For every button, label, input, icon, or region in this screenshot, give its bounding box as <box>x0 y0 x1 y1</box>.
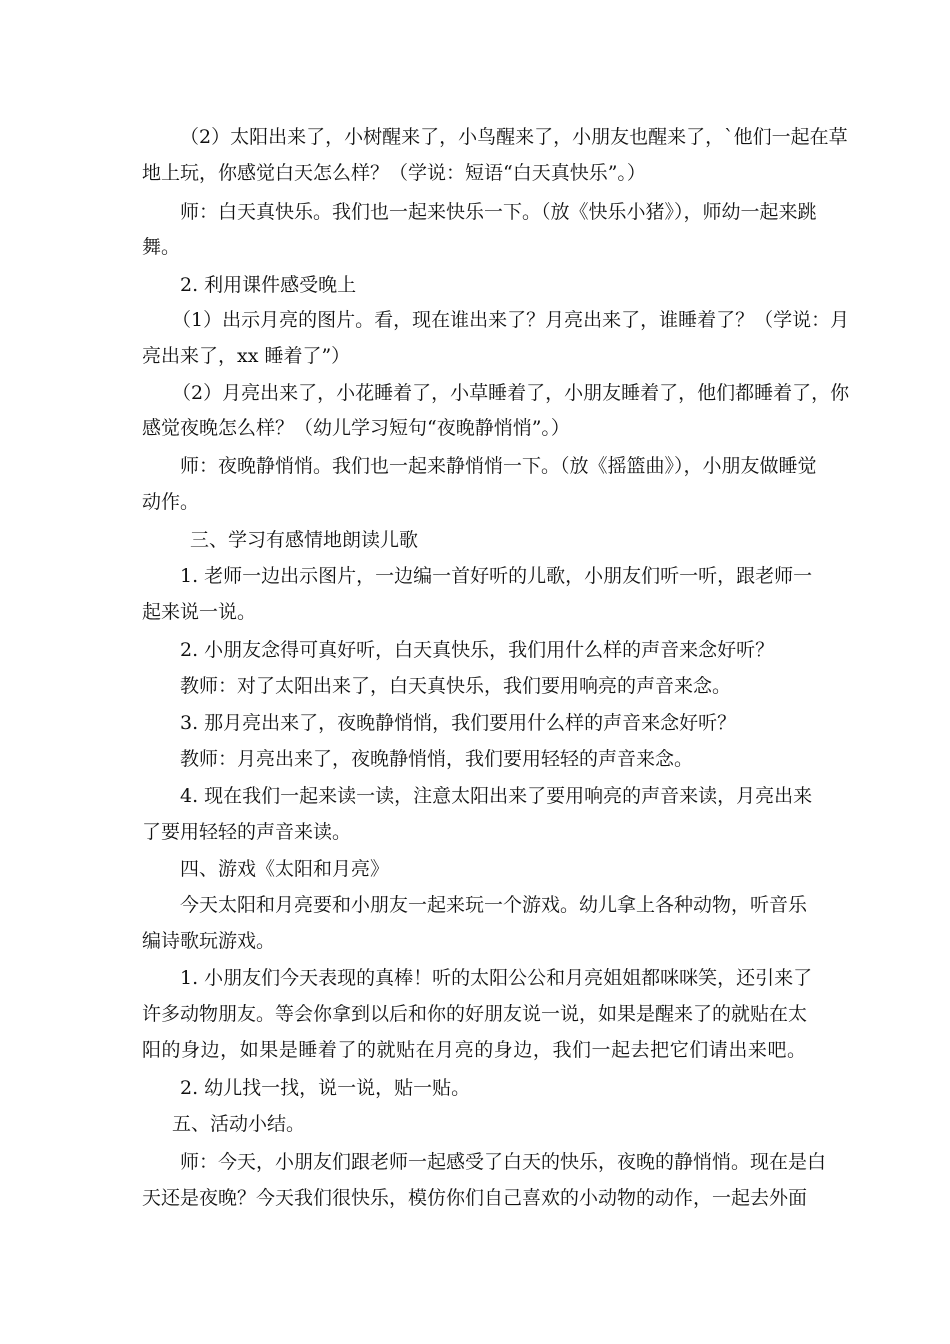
paragraph-line-14: 起来说一说。 <box>142 601 257 623</box>
paragraph-line-23: 编诗歌玩游戏。 <box>142 930 276 952</box>
paragraph-line-3: 师：白天真快乐。我们也一起来快乐一下。（放《快乐小猪》），师幼一起来跳 <box>180 201 817 223</box>
paragraph-line-18: 教师：月亮出来了，夜晚静悄悄，我们要用轻轻的声音来念。 <box>180 748 694 770</box>
paragraph-line-19: 4. 现在我们一起来读一读，注意太阳出来了要用响亮的声音来读，月亮出来 <box>180 785 813 807</box>
paragraph-line-26: 阳的身边，如果是睡着了的就贴在月亮的身边，我们一起去把它们请出来吧。 <box>142 1039 806 1061</box>
paragraph-line-6: （1）出示月亮的图片。看，现在谁出来了？月亮出来了，谁睡着了？（学说：月 <box>172 309 850 331</box>
paragraph-line-24: 1. 小朋友们今天表现的真棒！听的太阳公公和月亮姐姐都咪咪笑，还引来了 <box>180 967 813 989</box>
paragraph-line-9: 感觉夜晚怎么样？（幼儿学习短句“夜晚静悄悄”。） <box>142 417 570 439</box>
paragraph-line-11: 动作。 <box>142 491 200 513</box>
paragraph-line-20: 了要用轻轻的声音来读。 <box>142 821 352 843</box>
paragraph-line-25: 许多动物朋友。等会你拿到以后和你的好朋友说一说，如果是醒来了的就贴在太 <box>142 1003 808 1025</box>
paragraph-line-17: 3. 那月亮出来了，夜晚静悄悄，我们要用什么样的声音来念好听？ <box>180 712 737 734</box>
section-heading-5: 五、活动小结。 <box>172 1113 306 1135</box>
section-heading-2: 2. 利用课件感受晚上 <box>180 274 357 296</box>
paragraph-line-4: 舞。 <box>142 236 181 258</box>
paragraph-line-30: 天还是夜晚？今天我们很快乐，模仿你们自己喜欢的小动物的动作，一起去外面 <box>142 1187 808 1209</box>
section-heading-4: 四、游戏《太阳和月亮》 <box>180 858 390 880</box>
paragraph-line-1: （2）太阳出来了，小树醒来了，小鸟醒来了，小朋友也醒来了，`他们一起在草 <box>180 126 848 148</box>
section-heading-3: 三、学习有感情地朗读儿歌 <box>190 529 419 551</box>
paragraph-line-8: （2）月亮出来了，小花睡着了，小草睡着了，小朋友睡着了，他们都睡着了，你 <box>172 382 850 404</box>
paragraph-line-29: 师：今天，小朋友们跟老师一起感受了白天的快乐，夜晚的静悄悄。现在是白 <box>180 1151 827 1173</box>
paragraph-line-10: 师：夜晚静悄悄。我们也一起来静悄悄一下。（放《摇篮曲》），小朋友做睡觉 <box>180 455 817 477</box>
paragraph-line-16: 教师：对了太阳出来了，白天真快乐，我们要用响亮的声音来念。 <box>180 675 732 697</box>
paragraph-line-2: 地上玩，你感觉白天怎么样？（学说：短语“白天真快乐”。） <box>142 162 646 184</box>
paragraph-line-22: 今天太阳和月亮要和小朋友一起来玩一个游戏。幼儿拿上各种动物，听音乐 <box>180 894 808 916</box>
paragraph-line-7: 亮出来了，xx 睡着了”） <box>142 345 351 367</box>
paragraph-line-15: 2. 小朋友念得可真好听，白天真快乐，我们用什么样的声音来念好听？ <box>180 639 775 661</box>
paragraph-line-13: 1. 老师一边出示图片，一边编一首好听的儿歌，小朋友们听一听，跟老师一 <box>180 565 813 587</box>
paragraph-line-27: 2. 幼儿找一找，说一说，贴一贴。 <box>180 1077 471 1099</box>
